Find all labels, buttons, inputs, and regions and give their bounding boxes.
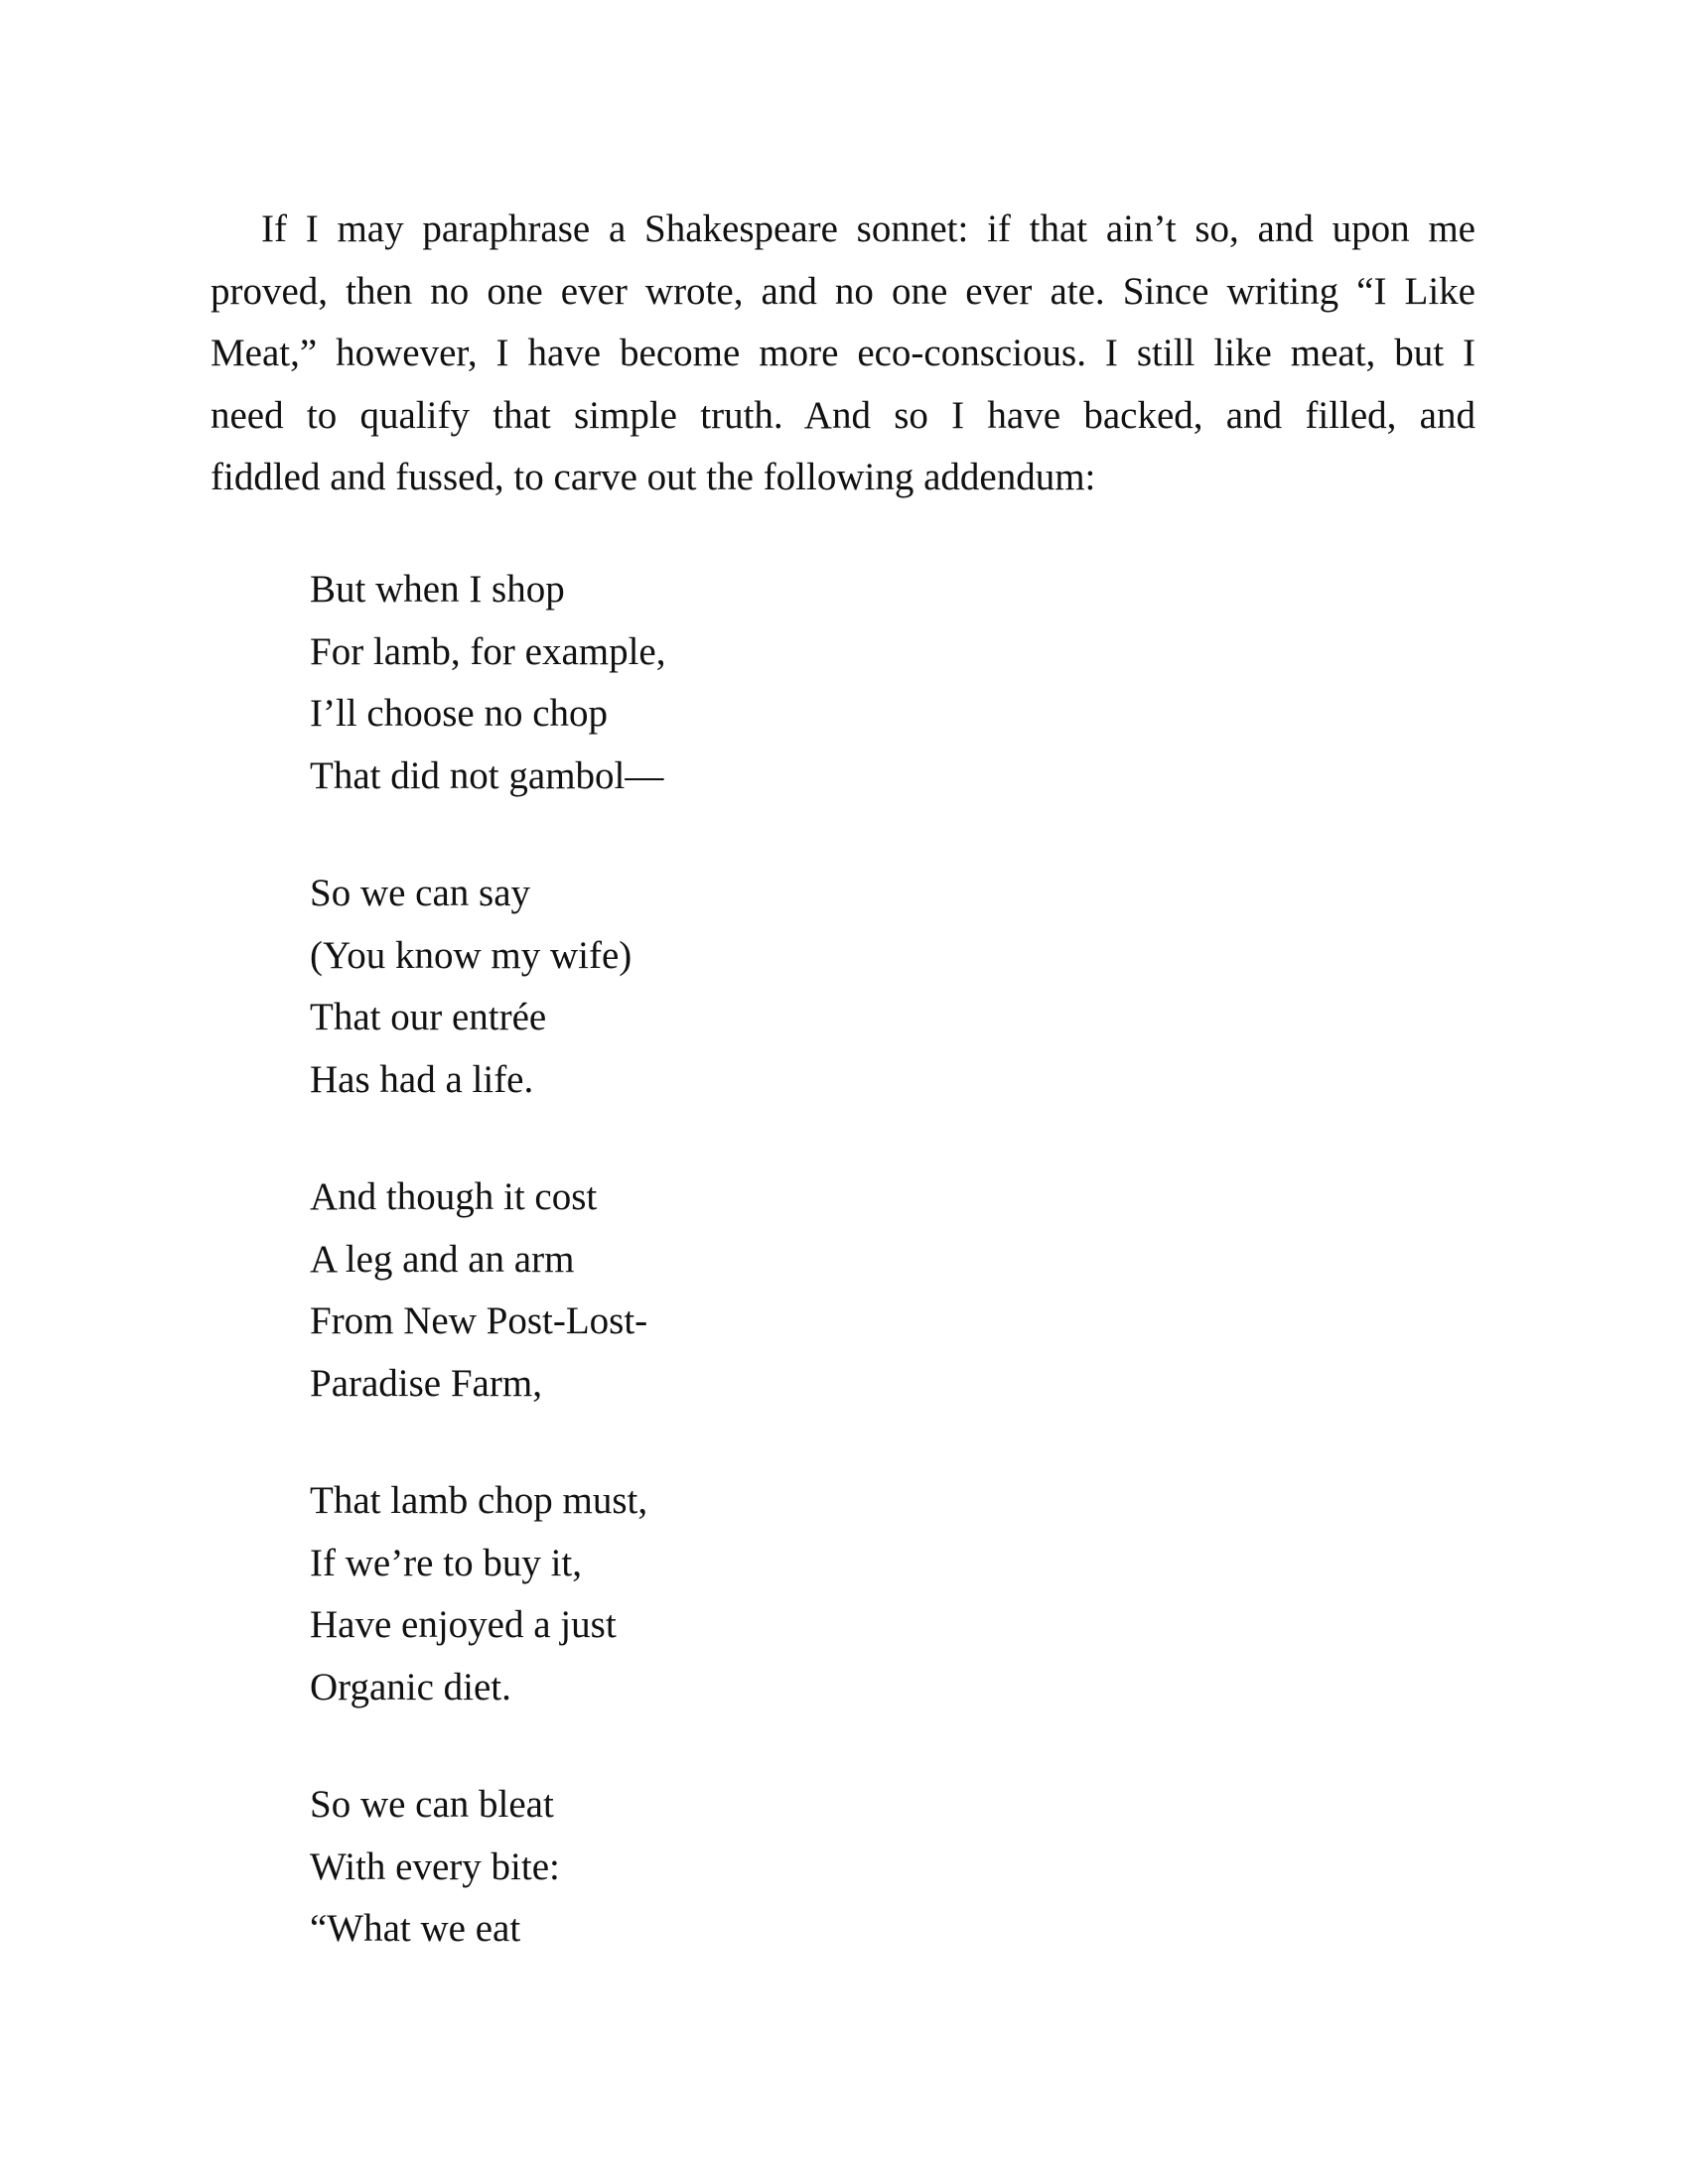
poem-stanza <box>310 863 1203 1111</box>
poem-line: So we can bleat <box>310 1783 554 1826</box>
poem-line: Have enjoyed a just <box>310 1603 617 1646</box>
poem-line: Has had a life. <box>310 1057 534 1101</box>
poem-line: That did not gambol— <box>310 753 664 797</box>
intro-line: proved, then no one ever wrote, and no one ever ate. Since writing “I Like <box>211 269 1476 313</box>
intro-line: Meat,” however, I have become more eco-conscious. I still like meat, but I <box>211 332 1476 374</box>
intro-paragraph <box>211 199 1476 509</box>
poem-line: A leg and an arm <box>310 1237 575 1281</box>
poem-stanza <box>310 559 1203 807</box>
poem-line: With every bite: <box>310 1844 560 1888</box>
poem-line: For lamb, for example, <box>310 629 666 673</box>
intro-line: need to qualify that simple truth. And so I have backed, and filled, and <box>211 393 1476 437</box>
poem-line: That our entrée <box>310 996 547 1038</box>
poem-line: I’ll choose no chop <box>310 692 609 735</box>
intro-line: fiddled and fussed, to carve out the following addendum: <box>211 456 1096 498</box>
poem <box>310 559 1203 2016</box>
poem-line: And though it cost <box>310 1175 598 1218</box>
poem-stanza <box>310 1774 1203 1961</box>
poem-line: “What we eat <box>310 1907 521 1950</box>
poem-line: (You know my wife) <box>310 933 633 977</box>
poem-line: Organic diet. <box>310 1665 511 1708</box>
poem-line: So we can say <box>310 872 531 914</box>
poem-line: But when I shop <box>310 568 565 611</box>
intro-line: If I may paraphrase a Shakespeare sonnet: if that ain’t so, and upon me <box>261 207 1476 250</box>
poem-stanza <box>310 1166 1203 1415</box>
poem-line: From New Post-Lost- <box>310 1299 648 1342</box>
poem-line: Paradise Farm, <box>310 1361 542 1405</box>
poem-line: That lamb chop must, <box>310 1479 648 1522</box>
poem-stanza <box>310 1470 1203 1718</box>
poem-line: If we’re to buy it, <box>310 1541 582 1584</box>
